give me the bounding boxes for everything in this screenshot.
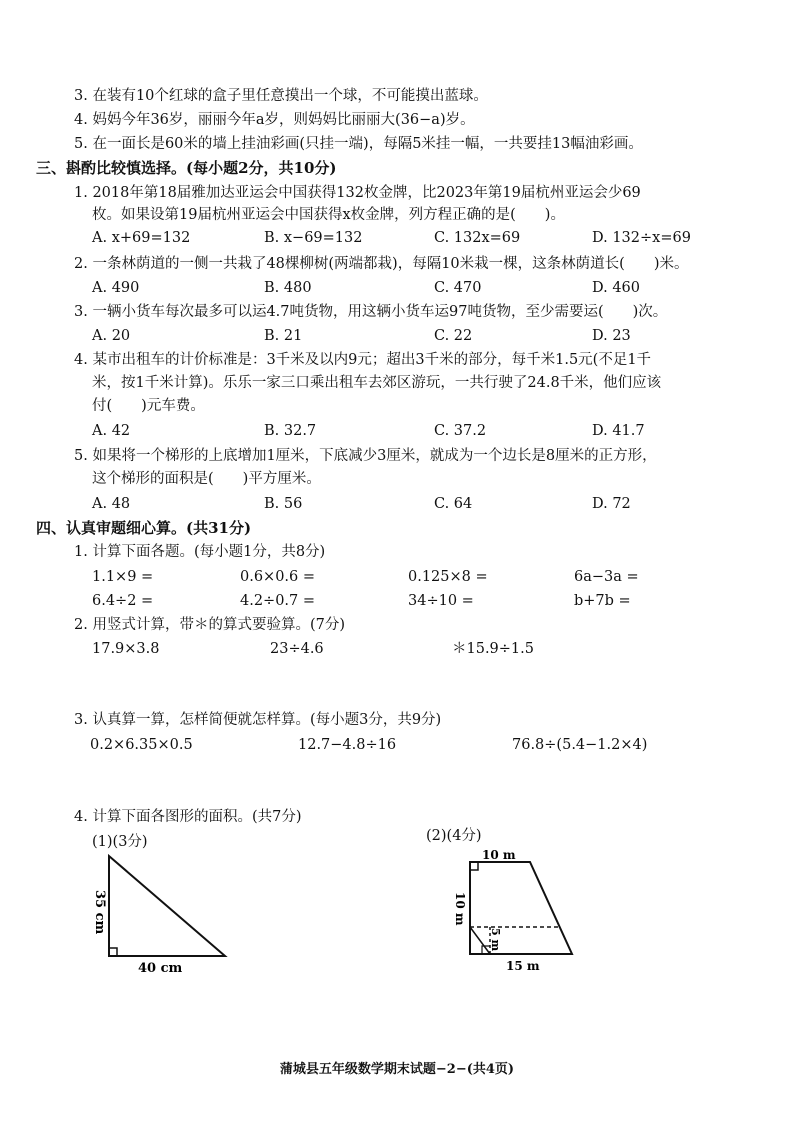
s3-q3-option-a: A. 20 [92,328,131,344]
top-label-10m: 10 m [482,850,516,862]
s4-q2-item-3: ＊15.9÷1.5 [452,641,534,657]
s4-q3-item-3: 76.8÷(5.4−1.2×4) [512,737,648,753]
s3-q1-option-d: D. 132÷x=69 [592,230,691,246]
s4-q2-title: 2. 用竖式计算，带＊的算式要验算。(7分) [74,617,345,633]
page-footer: 蒲城县五年级数学期末试题−2−(共4页) [279,1062,515,1077]
s3-q4-option-a: A. 42 [92,423,131,439]
judge-item-5: 5. 在一面长是60米的墙上挂油彩画(只挂一端)，每隔5米挂一幅，一共要挂13幅油彩画。 [74,136,643,152]
s4-q1-r1-c1: 1.1×9 = [92,569,154,585]
s4-q3-title: 3. 认真算一算，怎样简便就怎样算。(每小题3分，共9分) [74,712,442,728]
s3-q1-option-c: C. 132x=69 [434,230,521,246]
s3-q1-line1: 1. 2018年第18届雅加达亚运会中国获得132枚金牌，比2023年第19届杭州亚运会少69 [74,185,641,201]
s4-q2-item-1: 17.9×3.8 [92,641,160,657]
left-label-10m: 10 m [453,892,467,926]
s4-q1-r1-c2: 0.6×0.6 = [240,569,316,585]
judge-item-4: 4. 妈妈今年36岁，丽丽今年a岁，则妈妈比丽丽大(36−a)岁。 [74,112,475,128]
right-angle-mark-top [470,862,478,870]
s3-q5-option-a: A. 48 [92,496,131,512]
s3-q4-line1: 4. 某市出租车的计价标准是：3千米及以内9元；超出3千米的部分，每千米1.5元(不足1千 [74,352,652,368]
s3-q4-option-d: D. 41.7 [592,423,645,439]
s3-q5-option-d: D. 72 [592,496,631,512]
section3-title: 三、斟酌比较慎选择。(每小题2分，共10分) [36,159,337,177]
s3-q2-option-d: D. 460 [592,280,641,296]
s3-q4-option-b: B. 32.7 [264,423,317,439]
right-angle-mark [109,948,117,956]
bottom-label-15m: 15 m [506,959,540,973]
s3-q3-option-d: D. 23 [592,328,631,344]
judge-item-3: 3. 在装有10个红球的盒子里任意摸出一个球，不可能摸出蓝球。 [74,88,488,104]
trapezoid-figure [440,850,600,980]
section4-title: 四、认真审题细心算。(共31分) [36,519,252,537]
s3-q4-line3: 付( )元车费。 [92,398,205,414]
s4-q4-title: 4. 计算下面各图形的面积。(共7分) [74,809,302,825]
s3-q2-option-c: C. 470 [434,280,482,296]
side-label-35cm: 35 cm [92,890,107,935]
s3-q1-line2: 枚。如果设第19届杭州亚运会中国获得x枚金牌，列方程正确的是( )。 [92,207,565,223]
s4-q1-r2-c4: b+7b = [574,593,631,609]
fig2-label: (2)(4分) [426,828,482,844]
fig1-label: (1)(3分) [92,834,148,850]
s3-q3-line1: 3. 一辆小货车每次最多可以运4.7吨货物，用这辆小货车运97吨货物，至少需要运( )次。 [74,304,668,320]
s3-q3-option-b: B. 21 [264,328,303,344]
s4-q1-r2-c3: 34÷10 = [408,593,474,609]
s3-q1-option-b: B. x−69=132 [264,230,363,246]
s3-q3-option-c: C. 22 [434,328,473,344]
trapezoid-shape [470,862,572,954]
s4-q2-item-2: 23÷4.6 [270,641,324,657]
s4-q1-r1-c3: 0.125×8 = [408,569,488,585]
s3-q1-option-a: A. x+69=132 [92,230,191,246]
s3-q4-option-c: C. 37.2 [434,423,487,439]
s3-q5-line2: 这个梯形的面积是( )平方厘米。 [92,471,321,487]
s3-q4-line2: 米，按1千米计算)。乐乐一家三口乘出租车去郊区游玩，一共行驶了24.8千米，他们应该 [92,375,662,391]
s3-q2-option-a: A. 490 [92,280,140,296]
s3-q5-option-c: C. 64 [434,496,473,512]
height-label-5m: 5 m [489,928,502,952]
s4-q1-r2-c1: 6.4÷2 = [92,593,154,609]
s4-q1-title: 1. 计算下面各题。(每小题1分，共8分) [74,544,326,560]
right-triangle-figure [70,850,250,980]
diagonal-line-left [470,927,490,954]
s3-q2-option-b: B. 480 [264,280,312,296]
base-label-40cm: 40 cm [138,961,183,976]
triangle-shape [109,856,225,956]
s3-q5-line1: 5. 如果将一个梯形的上底增加1厘米，下底减少3厘米，就成为一个边长是8厘米的正方形， [74,448,657,464]
s3-q5-option-b: B. 56 [264,496,303,512]
s4-q3-item-1: 0.2×6.35×0.5 [90,737,193,753]
s4-q1-r1-c4: 6a−3a = [574,569,639,585]
s4-q1-r2-c2: 4.2÷0.7 = [240,593,316,609]
s4-q3-item-2: 12.7−4.8÷16 [298,737,397,753]
s3-q2-line1: 2. 一条林荫道的一侧一共栽了48棵柳树(两端都栽)，每隔10米栽一棵，这条林荫道长( )米。 [74,256,689,272]
